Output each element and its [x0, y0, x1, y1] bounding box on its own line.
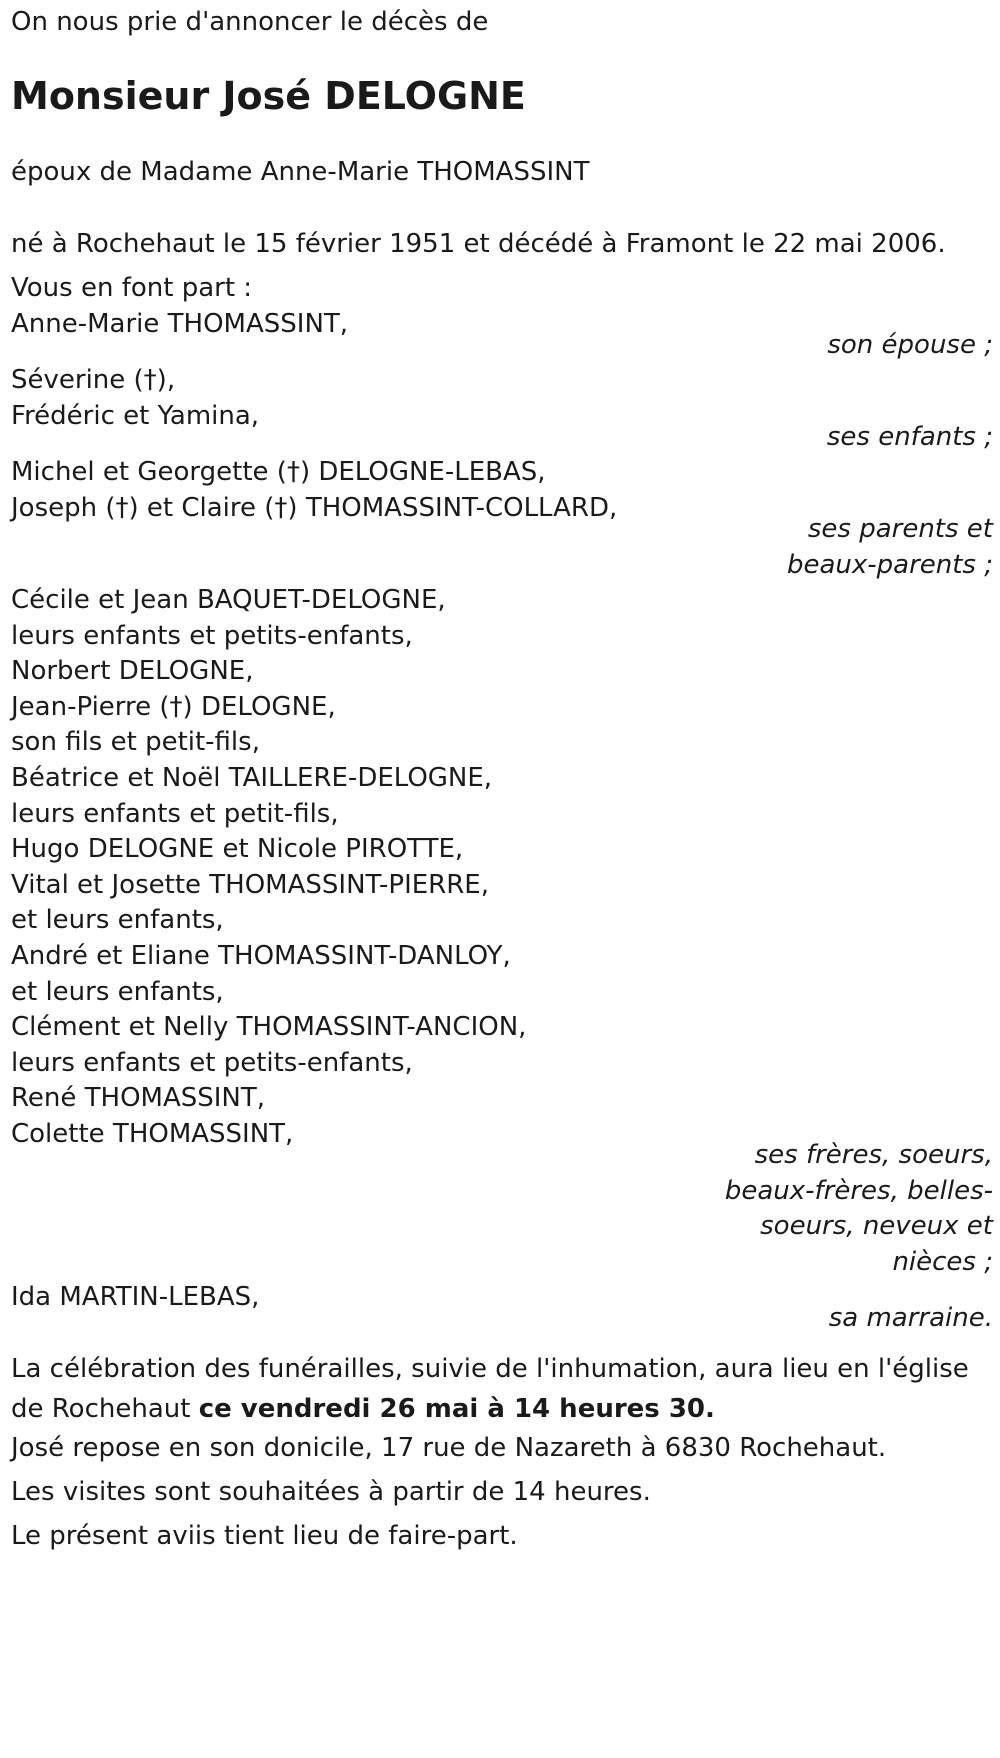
family-member: Colette THOMASSINT, — [11, 1119, 294, 1149]
notice-line: Le présent aviis tient lieu de faire-part. — [11, 1521, 518, 1551]
visits-line: Les visites sont souhaitées à partir de 14 heures. — [11, 1477, 651, 1507]
relation-label: ses enfants ; — [826, 422, 993, 452]
family-member: son fils et petit-fils, — [11, 727, 260, 757]
family-member: leurs enfants et petit-fils, — [11, 799, 339, 829]
relation-label: sa marraine. — [828, 1303, 993, 1333]
family-member: Anne-Marie THOMASSINT, — [11, 309, 349, 339]
family-member: Frédéric et Yamina, — [11, 401, 260, 431]
family-member: Joseph (†) et Claire (†) THOMASSINT-COLLARD, — [11, 493, 618, 523]
family-member: leurs enfants et petits-enfants, — [11, 1048, 413, 1078]
relation-label: beaux-parents ; — [786, 550, 993, 580]
family-member: Norbert DELOGNE, — [11, 656, 254, 686]
birth-death-line: né à Rochehaut le 15 février 1951 et décédé à Framont le 22 mai 2006. — [11, 229, 946, 259]
relation-label: son épouse ; — [827, 330, 993, 360]
rest-place-line: José repose en son donicile, 17 rue de Nazareth à 6830 Rochehaut. — [11, 1433, 887, 1463]
relation-label: soeurs, neveux et — [760, 1211, 993, 1241]
funeral-paragraph — [11, 1349, 996, 1429]
family-member: Ida MARTIN-LEBAS, — [11, 1282, 260, 1312]
funeral-text: La célébration des funérailles, suivie de l'inhumation, aura lieu en l'église de Rochehaut — [11, 1354, 969, 1424]
relation-label: ses parents et — [807, 514, 993, 544]
intro-text: On nous prie d'annoncer le décès de — [11, 7, 489, 37]
family-member: Vital et Josette THOMASSINT-PIERRE, — [11, 870, 489, 900]
family-member: André et Eliane THOMASSINT-DANLOY, — [11, 941, 511, 971]
spouse-line: époux de Madame Anne-Marie THOMASSINT — [11, 157, 590, 187]
funeral-datetime: ce vendredi 26 mai à 14 heures 30. — [198, 1394, 715, 1424]
family-member: Séverine (†), — [11, 365, 176, 395]
family-member: Michel et Georgette (†) DELOGNE-LEBAS, — [11, 457, 546, 487]
relation-label: ses frères, soeurs, — [754, 1140, 993, 1170]
family-member: Hugo DELOGNE et Nicole PIROTTE, — [11, 834, 464, 864]
relation-label: nièces ; — [892, 1247, 993, 1277]
family-member: René THOMASSINT, — [11, 1083, 266, 1113]
deceased-name: Monsieur José DELOGNE — [11, 74, 526, 118]
family-member: et leurs enfants, — [11, 905, 224, 935]
family-member: Clément et Nelly THOMASSINT-ANCION, — [11, 1012, 527, 1042]
family-member: leurs enfants et petits-enfants, — [11, 621, 413, 651]
family-member: Cécile et Jean BAQUET-DELOGNE, — [11, 585, 446, 615]
announcers-label: Vous en font part : — [11, 273, 253, 303]
family-member: Béatrice et Noël TAILLERE-DELOGNE, — [11, 763, 493, 793]
family-member: et leurs enfants, — [11, 977, 224, 1007]
relation-label: beaux-frères, belles- — [724, 1176, 993, 1206]
family-member: Jean-Pierre (†) DELOGNE, — [11, 692, 336, 722]
